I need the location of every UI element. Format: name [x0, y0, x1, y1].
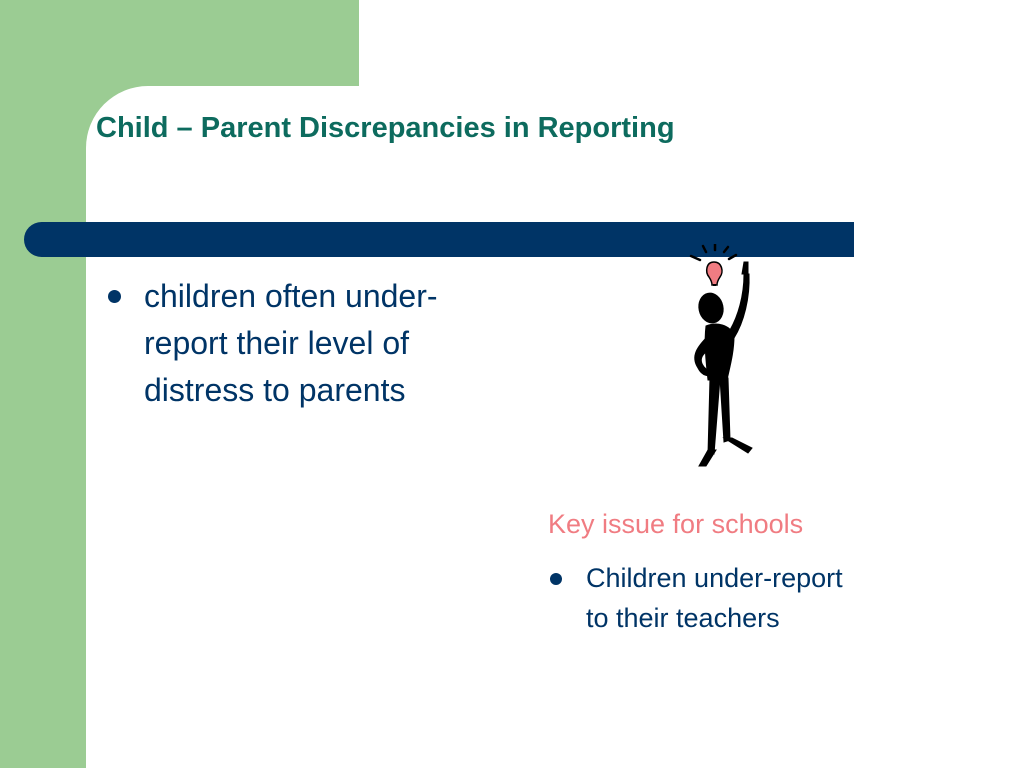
- bullet-icon: [550, 573, 562, 585]
- lightbulb-icon: [691, 244, 736, 285]
- key-issue-heading: Key issue for schools: [548, 509, 804, 539]
- slide-title: Child – Parent Discrepancies in Reporting: [96, 112, 675, 144]
- list-item: [548, 558, 848, 638]
- bullet-text: children often under-report their level of distress to parents: [144, 278, 438, 408]
- right-bullet-list: [548, 558, 848, 638]
- left-bullet-list: [104, 273, 464, 414]
- idea-figure-icon: [672, 244, 768, 472]
- bullet-icon: [108, 290, 121, 303]
- content-panel: [86, 86, 1024, 768]
- bullet-text: Children under-report to their teachers: [586, 563, 843, 633]
- list-item: [104, 273, 464, 414]
